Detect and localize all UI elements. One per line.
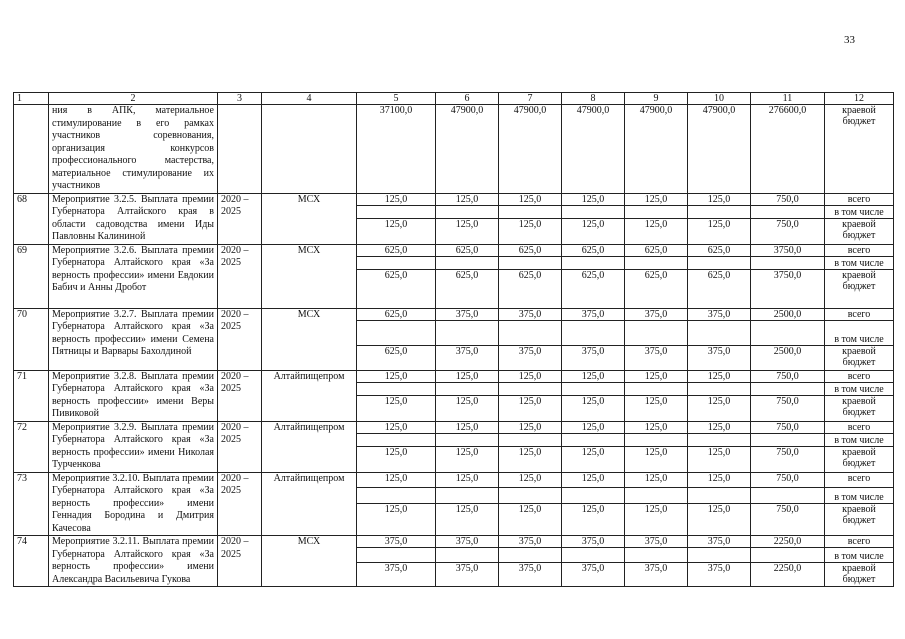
- executor: МСХ: [262, 193, 357, 244]
- activity-row: [14, 536, 894, 548]
- amount-cell: 125,0: [625, 504, 688, 536]
- funding-source: краевой бюджет: [825, 105, 894, 194]
- amount-cell: 375,0: [562, 562, 625, 587]
- amount-cell: 625,0: [688, 269, 751, 308]
- executor: МСХ: [262, 244, 357, 308]
- continuation-row: [14, 105, 894, 194]
- amount-cell: 375,0: [436, 562, 499, 587]
- amount-cell: 125,0: [436, 504, 499, 536]
- row-number: 69: [14, 244, 49, 308]
- empty-amount-cell: [357, 256, 436, 269]
- amount-cell: 625,0: [436, 269, 499, 308]
- row-number: 74: [14, 536, 49, 587]
- amount-cell: 125,0: [562, 218, 625, 244]
- row-number: 68: [14, 193, 49, 244]
- executor: МСХ: [262, 308, 357, 370]
- amount-cell: 125,0: [499, 370, 562, 382]
- amount-cell: 125,0: [688, 395, 751, 421]
- empty-amount-cell: [499, 487, 562, 504]
- empty-amount-cell: [562, 205, 625, 218]
- funding-source-budget: краевой бюджет: [825, 395, 894, 421]
- amount-cell: 125,0: [688, 446, 751, 472]
- empty-amount-cell: [436, 382, 499, 395]
- amount-cell: 375,0: [436, 308, 499, 320]
- empty-amount-cell: [688, 320, 751, 345]
- empty-amount-cell: [688, 382, 751, 395]
- executor: Алтайпищепром: [262, 370, 357, 421]
- amount-cell: 125,0: [357, 395, 436, 421]
- empty-amount-cell: [357, 320, 436, 345]
- amount-cell: 375,0: [688, 536, 751, 548]
- empty-amount-cell: [688, 548, 751, 562]
- empty-amount-cell: [751, 320, 825, 345]
- empty-amount-cell: [499, 433, 562, 446]
- header-cell: 4: [262, 93, 357, 105]
- row-number: 72: [14, 421, 49, 472]
- amount-cell: 47900,0: [688, 105, 751, 194]
- amount-cell: 125,0: [688, 218, 751, 244]
- empty-amount-cell: [751, 205, 825, 218]
- amount-total-cell: 2250,0: [751, 536, 825, 548]
- amount-cell: 125,0: [499, 472, 562, 487]
- amount-cell: 125,0: [357, 504, 436, 536]
- activity-row: [14, 421, 894, 433]
- amount-cell: 125,0: [688, 193, 751, 205]
- empty-amount-cell: [499, 320, 562, 345]
- empty-amount-cell: [625, 487, 688, 504]
- empty-amount-cell: [436, 320, 499, 345]
- amount-cell: 47900,0: [625, 105, 688, 194]
- empty-amount-cell: [562, 256, 625, 269]
- amount-cell: 375,0: [436, 536, 499, 548]
- row-number: [14, 105, 49, 194]
- amount-total-cell: 750,0: [751, 395, 825, 421]
- amount-cell: 37100,0: [357, 105, 436, 194]
- period: 2020 – 2025: [218, 308, 262, 370]
- empty-amount-cell: [688, 487, 751, 504]
- executor: Алтайпищепром: [262, 421, 357, 472]
- funding-source-including: в том числе: [825, 256, 894, 269]
- activity-description: Мероприятие 3.2.7. Выплата премии Губернатора Алтайского края «За верность профессии» имени Семена Пятницы и Варвары Бахолдиной: [49, 308, 218, 370]
- amount-cell: 375,0: [625, 536, 688, 548]
- amount-cell: 625,0: [357, 269, 436, 308]
- empty-amount-cell: [562, 320, 625, 345]
- program-activities-table: [13, 92, 894, 587]
- empty-amount-cell: [436, 487, 499, 504]
- page-number: 33: [844, 34, 855, 46]
- executor: Алтайпищепром: [262, 472, 357, 536]
- header-cell: 11: [751, 93, 825, 105]
- header-cell: 8: [562, 93, 625, 105]
- amount-total-cell: 750,0: [751, 504, 825, 536]
- empty-amount-cell: [751, 433, 825, 446]
- amount-cell: 125,0: [436, 395, 499, 421]
- empty-amount-cell: [688, 256, 751, 269]
- amount-cell: 125,0: [499, 395, 562, 421]
- activity-description: Мероприятие 3.2.11. Выплата премии Губернатора Алтайского края «За верность профессии» имени Александра Васильевича Гукова: [49, 536, 218, 587]
- empty-amount-cell: [562, 433, 625, 446]
- empty-amount-cell: [357, 433, 436, 446]
- funding-source-total: всего: [825, 421, 894, 433]
- amount-cell: 125,0: [688, 370, 751, 382]
- amount-cell: 125,0: [436, 218, 499, 244]
- empty-amount-cell: [688, 205, 751, 218]
- amount-cell: 625,0: [562, 269, 625, 308]
- empty-amount-cell: [357, 548, 436, 562]
- amount-cell: 625,0: [357, 345, 436, 370]
- amount-cell: 375,0: [499, 536, 562, 548]
- empty-amount-cell: [625, 256, 688, 269]
- executor: МСХ: [262, 536, 357, 587]
- amount-cell: 125,0: [499, 193, 562, 205]
- amount-cell: 125,0: [625, 446, 688, 472]
- activity-description: Мероприятие 3.2.5. Выплата премии Губернатора Алтайского края в области садоводства имени Иды Павловны Калининой: [49, 193, 218, 244]
- activity-row: [14, 244, 894, 256]
- empty-amount-cell: [751, 382, 825, 395]
- amount-cell: 625,0: [357, 244, 436, 256]
- funding-source-including: в том числе: [825, 548, 894, 562]
- amount-cell: 375,0: [562, 536, 625, 548]
- funding-source-total: всего: [825, 193, 894, 205]
- amount-cell: 125,0: [688, 472, 751, 487]
- amount-cell: 375,0: [625, 345, 688, 370]
- amount-cell: 125,0: [499, 218, 562, 244]
- amount-cell: 375,0: [562, 345, 625, 370]
- amount-cell: 125,0: [625, 395, 688, 421]
- empty-amount-cell: [499, 382, 562, 395]
- funding-source-including: в том числе: [825, 433, 894, 446]
- amount-cell: 625,0: [436, 244, 499, 256]
- amount-cell: 375,0: [625, 308, 688, 320]
- empty-amount-cell: [562, 548, 625, 562]
- header-cell: 6: [436, 93, 499, 105]
- amount-cell: 375,0: [499, 345, 562, 370]
- empty-amount-cell: [625, 382, 688, 395]
- amount-cell: 47900,0: [499, 105, 562, 194]
- amount-cell: 125,0: [499, 504, 562, 536]
- activity-description: Мероприятие 3.2.8. Выплата премии Губернатора Алтайского края «За верность профессии» имени Веры Пивиковой: [49, 370, 218, 421]
- amount-cell: 125,0: [436, 421, 499, 433]
- amount-cell: 125,0: [436, 446, 499, 472]
- amount-cell: 625,0: [357, 308, 436, 320]
- empty-amount-cell: [499, 205, 562, 218]
- header-cell: 1: [14, 93, 49, 105]
- activity-description: Мероприятие 3.2.6. Выплата премии Губернатора Алтайского края «За верность профессии» имени Евдокии Бабич и Анны Дробот: [49, 244, 218, 308]
- amount-cell: 625,0: [625, 244, 688, 256]
- amount-cell: 47900,0: [562, 105, 625, 194]
- empty-amount-cell: [562, 382, 625, 395]
- amount-total-cell: 750,0: [751, 446, 825, 472]
- amount-cell: 125,0: [625, 193, 688, 205]
- activity-description: Мероприятие 3.2.9. Выплата премии Губернатора Алтайского края «За верность профессии» имени Николая Турченкова: [49, 421, 218, 472]
- amount-cell: 625,0: [625, 269, 688, 308]
- amount-cell: 125,0: [562, 472, 625, 487]
- funding-source-total: всего: [825, 472, 894, 487]
- amount-cell: 47900,0: [436, 105, 499, 194]
- amount-total-cell: 2250,0: [751, 562, 825, 587]
- amount-cell: 125,0: [562, 421, 625, 433]
- funding-source-total: всего: [825, 536, 894, 548]
- amount-total-cell: 750,0: [751, 218, 825, 244]
- funding-source-budget: краевой бюджет: [825, 269, 894, 308]
- period: 2020 – 2025: [218, 193, 262, 244]
- amount-cell: 125,0: [499, 446, 562, 472]
- amount-cell: 375,0: [562, 308, 625, 320]
- funding-source-including: в том числе: [825, 382, 894, 395]
- period: 2020 – 2025: [218, 536, 262, 587]
- column-number-header: [14, 93, 894, 105]
- funding-source-budget: краевой бюджет: [825, 345, 894, 370]
- amount-cell: 125,0: [688, 504, 751, 536]
- header-cell: 5: [357, 93, 436, 105]
- amount-total-cell: 276600,0: [751, 105, 825, 194]
- amount-total-cell: 3750,0: [751, 244, 825, 256]
- amount-total-cell: 750,0: [751, 193, 825, 205]
- amount-cell: 625,0: [499, 269, 562, 308]
- amount-cell: 625,0: [688, 244, 751, 256]
- header-cell: 10: [688, 93, 751, 105]
- empty-amount-cell: [436, 433, 499, 446]
- amount-cell: 125,0: [562, 193, 625, 205]
- empty-amount-cell: [436, 548, 499, 562]
- amount-cell: 125,0: [625, 370, 688, 382]
- empty-amount-cell: [357, 205, 436, 218]
- period: 2020 – 2025: [218, 421, 262, 472]
- executor: [262, 105, 357, 194]
- amount-cell: 125,0: [436, 193, 499, 205]
- empty-amount-cell: [625, 548, 688, 562]
- period: 2020 – 2025: [218, 472, 262, 536]
- header-cell: 2: [49, 93, 218, 105]
- amount-cell: 625,0: [499, 244, 562, 256]
- row-number: 73: [14, 472, 49, 536]
- amount-cell: 375,0: [688, 562, 751, 587]
- empty-amount-cell: [562, 487, 625, 504]
- empty-amount-cell: [357, 382, 436, 395]
- activity-row: [14, 472, 894, 487]
- amount-cell: 375,0: [625, 562, 688, 587]
- amount-cell: 125,0: [562, 370, 625, 382]
- amount-cell: 375,0: [499, 308, 562, 320]
- activity-description: Мероприятие 3.2.10. Выплата премии Губернатора Алтайского края «За верность профессии» имени Геннадия Бородина и Дмитрия Качесова: [49, 472, 218, 536]
- funding-source-total: всего: [825, 370, 894, 382]
- empty-amount-cell: [436, 205, 499, 218]
- amount-cell: 125,0: [625, 421, 688, 433]
- amount-cell: 375,0: [688, 345, 751, 370]
- funding-source-including: в том числе: [825, 205, 894, 218]
- amount-cell: 125,0: [562, 446, 625, 472]
- empty-amount-cell: [625, 433, 688, 446]
- amount-cell: 125,0: [357, 218, 436, 244]
- empty-amount-cell: [751, 256, 825, 269]
- period: 2020 – 2025: [218, 370, 262, 421]
- empty-amount-cell: [625, 205, 688, 218]
- row-number: 70: [14, 308, 49, 370]
- funding-source-including: в том числе: [825, 487, 894, 504]
- empty-amount-cell: [625, 320, 688, 345]
- amount-cell: 625,0: [562, 244, 625, 256]
- amount-cell: 125,0: [436, 472, 499, 487]
- amount-total-cell: 750,0: [751, 421, 825, 433]
- amount-total-cell: 2500,0: [751, 308, 825, 320]
- activity-row: [14, 193, 894, 205]
- amount-cell: 125,0: [436, 370, 499, 382]
- period: [218, 105, 262, 194]
- amount-total-cell: 750,0: [751, 472, 825, 487]
- amount-cell: 125,0: [499, 421, 562, 433]
- amount-cell: 375,0: [357, 536, 436, 548]
- empty-amount-cell: [751, 548, 825, 562]
- header-cell: 3: [218, 93, 262, 105]
- empty-amount-cell: [357, 487, 436, 504]
- funding-source-budget: краевой бюджет: [825, 562, 894, 587]
- row-number: 71: [14, 370, 49, 421]
- header-cell: 12: [825, 93, 894, 105]
- activity-row: [14, 370, 894, 382]
- amount-cell: 375,0: [499, 562, 562, 587]
- amount-total-cell: 3750,0: [751, 269, 825, 308]
- amount-cell: 125,0: [562, 504, 625, 536]
- empty-amount-cell: [499, 548, 562, 562]
- header-cell: 9: [625, 93, 688, 105]
- amount-cell: 125,0: [357, 472, 436, 487]
- activity-row: [14, 308, 894, 320]
- empty-amount-cell: [499, 256, 562, 269]
- period: 2020 – 2025: [218, 244, 262, 308]
- amount-cell: 125,0: [357, 193, 436, 205]
- amount-cell: 125,0: [357, 370, 436, 382]
- amount-cell: 375,0: [357, 562, 436, 587]
- funding-source-including: в том числе: [825, 320, 894, 345]
- amount-cell: 375,0: [688, 308, 751, 320]
- amount-total-cell: 2500,0: [751, 345, 825, 370]
- amount-cell: 125,0: [625, 218, 688, 244]
- amount-cell: 125,0: [688, 421, 751, 433]
- empty-amount-cell: [436, 256, 499, 269]
- activity-description: ния в АПК, материальное стимулирование в его рамках участников соревнования, организация конкурсов профессионального мастерства, материальное стимулирование их участников: [49, 105, 218, 194]
- amount-cell: 375,0: [436, 345, 499, 370]
- empty-amount-cell: [751, 487, 825, 504]
- header-cell: 7: [499, 93, 562, 105]
- amount-cell: 125,0: [625, 472, 688, 487]
- funding-source-total: всего: [825, 244, 894, 256]
- funding-source-total: всего: [825, 308, 894, 320]
- funding-source-budget: краевой бюджет: [825, 218, 894, 244]
- empty-amount-cell: [688, 433, 751, 446]
- amount-cell: 125,0: [357, 446, 436, 472]
- amount-cell: 125,0: [562, 395, 625, 421]
- funding-source-budget: краевой бюджет: [825, 504, 894, 536]
- amount-cell: 125,0: [357, 421, 436, 433]
- amount-total-cell: 750,0: [751, 370, 825, 382]
- funding-source-budget: краевой бюджет: [825, 446, 894, 472]
